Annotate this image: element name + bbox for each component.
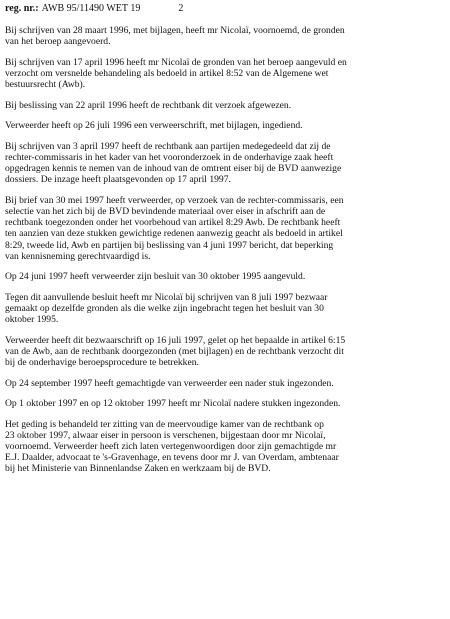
registration-label: reg. nr.:: [5, 3, 39, 14]
paragraph-request-rejected: Bij beslissing van 22 april 1996 heeft de rechtbank dit verzoek afgewezen.: [5, 99, 292, 111]
registration-number: AWB 95/11490 WET 19: [41, 3, 141, 14]
paragraph-restricted-access: Bij brief van 30 mei 1997 heeft verweerder, op verzoek van de rechter-commissaris, een selectie van het zich bij de BVD bevindende materiaal over eiser in afschrift aan de rechtbank toegezonden onder het voorbehoud van artikel 8:29 Awb. De rechtbank heeft ten aanzien van deze stukken gewichtige redenen aanwezig geacht als bedoeld in artikel 8:29, tweede lid, Awb en partijen bij beslissing van 4 juni 1997 bericht, dat beperking van kennisneming gerechtvaardigd is.: [5, 194, 344, 262]
paragraph-statement-of-defence: Verweerder heeft op 26 juli 1996 een verweerschrift, met bijlagen, ingediend.: [5, 120, 303, 132]
page-number: 2: [178, 3, 184, 14]
paragraph-further-documents-counsel: Op 1 oktober 1997 en op 12 oktober 1997 heeft mr Nicolaï nadere stukken ingezonden.: [5, 398, 341, 410]
paragraph-objection-forwarded: Verweerder heeft dit bezwaarschrift op 16 juli 1997, gelet op het bepaalde in artikel 6:15 van de Awb, aan de rechtbank doorgezonden (met bijlagen) en de rechtbank verzocht dit bij de onderhavige beroepsprocedure te betrekken.: [5, 334, 346, 369]
paragraph-decision-supplemented: Op 24 juni 1997 heeft verweerder zijn besluit van 30 oktober 1995 aangevuld.: [5, 271, 306, 283]
page-header: [5, 3, 444, 17]
document-body: [5, 25, 444, 475]
paragraph-further-document-defendant: Op 24 september 1997 heeft gemachtigde van verweerder een nader stuk ingezonden.: [5, 377, 334, 389]
paragraph-grounds-supplemented: Bij schrijven van 17 april 1996 heeft mr Nicolaï de gronden van het beroep aangevuld en verzocht om versnelde behandeling als bedoeld in artikel 8:52 van de Algemene wet bestuursrecht (Awb).: [5, 56, 347, 91]
paragraph-file-inspection: Bij schrijven van 3 april 1997 heeft de rechtbank aan partijen medegedeeld dat zij de rechter-commissaris in het kader van het vooronderzoek in de onderhavige zaak heeft opgedragen kennis te nemen van de inhoud van de omtrent eiser bij de BVD aanwezige dossiers. De inzage heeft plaatsgevonden op 17 april 1997.: [5, 140, 342, 186]
paragraph-grounds-submitted: Bij schrijven van 28 maart 1996, met bijlagen, heeft mr Nicolaï, voornoemd, de gronden van het beroep aangevoerd.: [5, 25, 345, 48]
paragraph-hearing: Het geding is behandeld ter zitting van de meervoudige kamer van de rechtbank op 23 oktober 1997, alwaar eiser in persoon is verschenen, bijgestaan door mr Nicolaï, voornoemd. Verweerder heeft zich laten vertegenwoordigen door zijn gemachtigde mr E.J. Daalder, advocaat te 's-Gravenhage, en tevens door mr J. van Overdam, ambtenaar bij het Ministerie van Binnenlandse Zaken en werkzaam bij de BVD.: [5, 418, 339, 475]
paragraph-objection-filed: Tegen dit aanvullende besluit heeft mr Nicolaï bij schrijven van 8 juli 1997 bezwaar gemaakt op dezelfde gronden als die welke zijn ingebracht tegen het besluit van 30 oktober 1995.: [5, 291, 328, 326]
